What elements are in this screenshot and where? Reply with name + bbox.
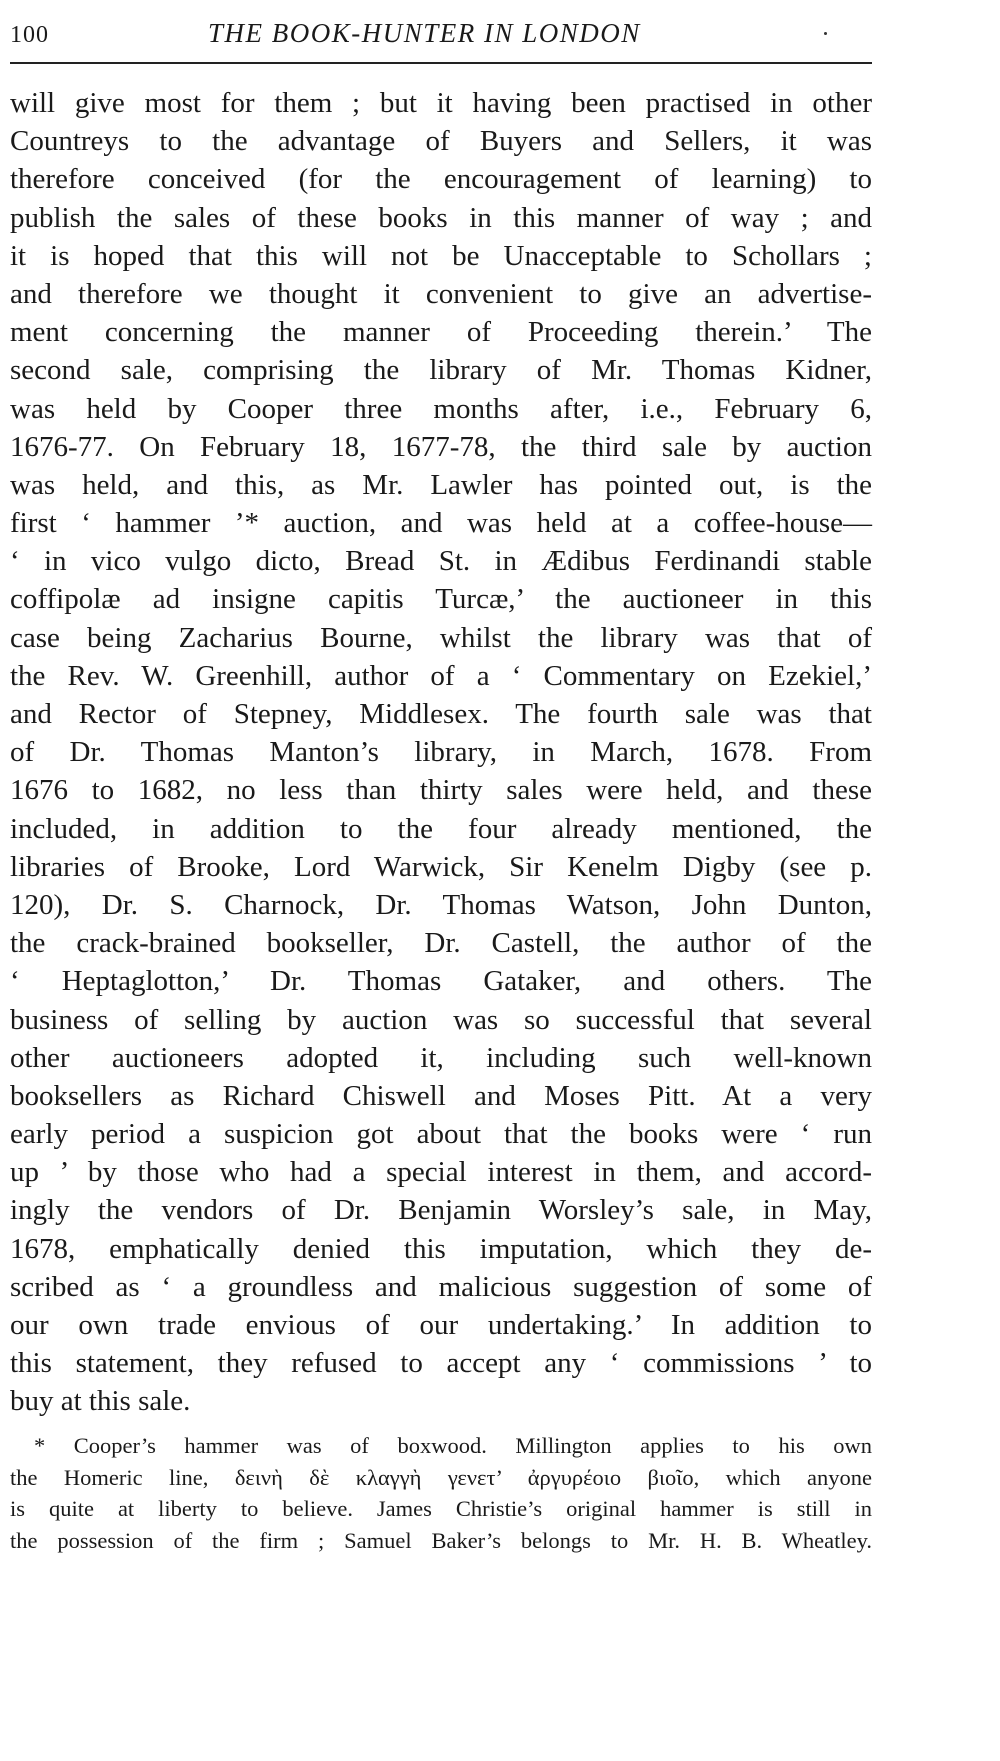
body-line: 1676-77. On February 18, 1677-78, the third sale by auction bbox=[10, 430, 872, 463]
footnote-line: the possession of the firm ; Samuel Baker’s belongs to Mr. H. B. Wheatley. bbox=[10, 1527, 872, 1553]
body-line: other auctioneers adopted it, including such well-known bbox=[10, 1041, 872, 1074]
body-line: the Rev. W. Greenhill, author of a ‘ Commentary on Ezekiel,’ bbox=[10, 659, 872, 692]
footnote-line: the Homeric line, δεινὴ δὲ κλαγγὴ γενετ’ ἀργυρέοιο βιοῖο, which anyone bbox=[10, 1464, 872, 1490]
body-text bbox=[10, 84, 872, 1421]
body-line: 1676 to 1682, no less than thirty sales were held, and these bbox=[10, 774, 872, 807]
body-line: 1678, emphatically denied this imputation, which they de- bbox=[10, 1232, 872, 1265]
footnote bbox=[10, 1430, 872, 1556]
running-head: THE BOOK-HUNTER IN LONDON bbox=[208, 18, 641, 48]
body-line: scribed as ‘ a groundless and malicious suggestion of some of bbox=[10, 1270, 872, 1303]
footnote-line: * Cooper’s hammer was of boxwood. Millington applies to his own bbox=[34, 1433, 872, 1458]
body-line: was held, and this, as Mr. Lawler has pointed out, is the bbox=[10, 468, 872, 501]
body-line: first ‘ hammer ’* auction, and was held at a coffee-house— bbox=[10, 507, 872, 540]
body-line: and Rector of Stepney, Middlesex. The fourth sale was that bbox=[10, 698, 872, 730]
footnote-line: is quite at liberty to believe. James Christie’s original hammer is still in bbox=[10, 1496, 872, 1521]
body-line: Countreys to the advantage of Buyers and Sellers, it was bbox=[10, 125, 872, 158]
page-number: 100 bbox=[10, 22, 49, 48]
ink-speck bbox=[824, 32, 827, 35]
body-line: 120), Dr. S. Charnock, Dr. Thomas Watson, John Dunton, bbox=[10, 888, 872, 921]
body-line: publish the sales of these books in this manner of way ; and bbox=[10, 201, 872, 234]
body-line: this statement, they refused to accept any ‘ commissions ’ to bbox=[10, 1347, 872, 1380]
body-line: buy at this sale. bbox=[10, 1385, 191, 1418]
body-line: it is hoped that this will not be Unacceptable to Schollars ; bbox=[10, 239, 872, 272]
body-line: of Dr. Thomas Manton’s library, in March, 1678. From bbox=[10, 736, 872, 769]
body-line: ‘ Heptaglotton,’ Dr. Thomas Gataker, and others. The bbox=[10, 965, 872, 998]
body-line: our own trade envious of our undertaking.’ In addition to bbox=[10, 1309, 872, 1341]
page-header bbox=[10, 18, 880, 58]
body-line: second sale, comprising the library of Mr. Thomas Kidner, bbox=[10, 354, 872, 387]
body-line: included, in addition to the four already mentioned, the bbox=[10, 812, 872, 845]
body-line: therefore conceived (for the encouragement of learning) to bbox=[10, 163, 872, 196]
body-line: the crack-brained bookseller, Dr. Castell, the author of the bbox=[10, 927, 872, 960]
body-line: ment concerning the manner of Proceeding therein.’ The bbox=[10, 316, 872, 349]
body-line: up ’ by those who had a special interest in them, and accord- bbox=[10, 1156, 872, 1189]
body-line: early period a suspicion got about that the books were ‘ run bbox=[10, 1118, 872, 1151]
body-line: case being Zacharius Bourne, whilst the library was that of bbox=[10, 621, 872, 654]
header-rule bbox=[10, 62, 872, 64]
body-line: business of selling by auction was so successful that several bbox=[10, 1003, 872, 1036]
body-line: was held by Cooper three months after, i.e., February 6, bbox=[10, 392, 872, 425]
body-line: coffipolæ ad insigne capitis Turcæ,’ the auctioneer in this bbox=[10, 583, 872, 616]
body-line: booksellers as Richard Chiswell and Moses Pitt. At a very bbox=[10, 1079, 872, 1112]
body-line: ‘ in vico vulgo dicto, Bread St. in Ædibus Ferdinandi stable bbox=[10, 545, 872, 578]
body-line: libraries of Brooke, Lord Warwick, Sir Kenelm Digby (see p. bbox=[10, 850, 872, 883]
body-line: and therefore we thought it convenient to give an advertise- bbox=[10, 277, 872, 310]
body-line: will give most for them ; but it having been practised in other bbox=[10, 87, 872, 119]
body-line: ingly the vendors of Dr. Benjamin Worsley’s sale, in May, bbox=[10, 1194, 872, 1227]
